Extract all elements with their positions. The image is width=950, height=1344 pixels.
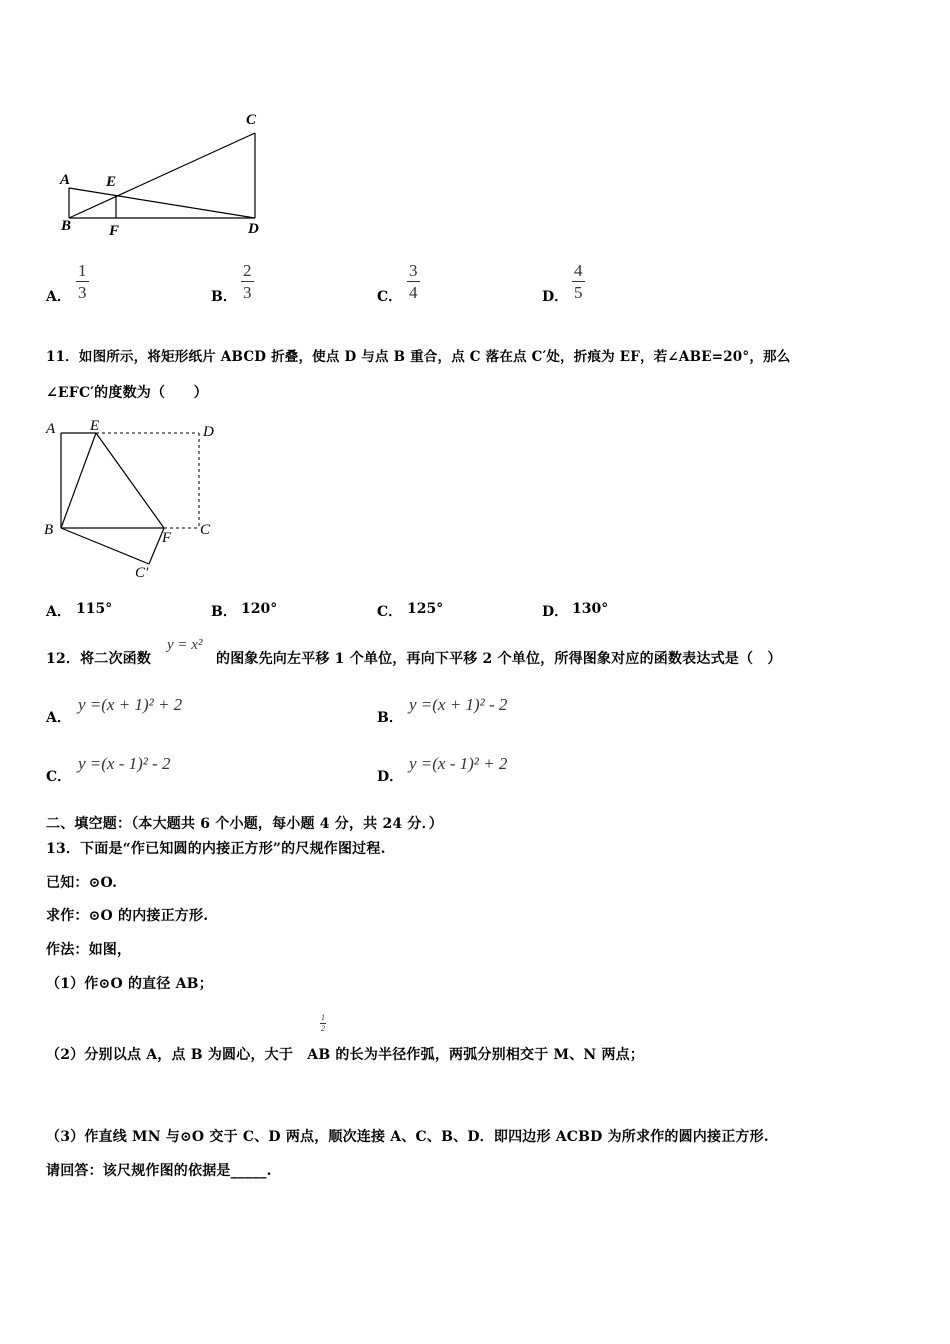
fig1-label-c: C bbox=[246, 112, 257, 128]
q12-formula: y = x² bbox=[167, 637, 203, 653]
option-value: 130° bbox=[572, 601, 609, 617]
fraction: 1 3 bbox=[78, 261, 87, 302]
edge-e-f bbox=[96, 433, 164, 528]
option-label: C． bbox=[377, 604, 403, 620]
fig2-label-c-prime: C′ bbox=[135, 565, 149, 581]
edge-b-e bbox=[61, 433, 96, 528]
q13-answer: 请回答：该尺规作图的依据是_____. bbox=[46, 1163, 272, 1179]
q13-method: 作法：如图， bbox=[46, 942, 132, 958]
option-label: D． bbox=[542, 289, 569, 305]
section-heading: 二、填空题：（本大题共 6 个小题，每小题 4 分，共 24 分．） bbox=[46, 816, 444, 832]
fig2-label-c: C bbox=[200, 522, 211, 538]
fig1-label-f: F bbox=[109, 223, 120, 239]
q13-step1: （1）作⊙O 的直径 AB； bbox=[46, 976, 213, 992]
fig1-label-e: E bbox=[106, 174, 117, 190]
fig2-label-a: A bbox=[46, 421, 56, 437]
edge-b-c-prime bbox=[61, 528, 149, 564]
option-label: B． bbox=[211, 289, 237, 305]
option-label: A． bbox=[46, 604, 71, 620]
fig1-label-b: B bbox=[61, 218, 72, 234]
fraction: 2 3 bbox=[243, 261, 252, 302]
option-label: B． bbox=[377, 710, 403, 726]
option-expr: y =(x + 1)² + 2 bbox=[78, 695, 183, 714]
line-b-c bbox=[69, 133, 255, 218]
option-value: 115° bbox=[76, 601, 113, 617]
option-label: A． bbox=[46, 710, 71, 726]
fig2-label-f: F bbox=[162, 530, 172, 546]
q13-required: 求作：⊙O 的内接正方形. bbox=[46, 908, 209, 924]
q11-text-line1: 11．如图所示，将矩形纸片 ABCD 折叠，使点 D 与点 B 重合，点 C 落在点 C′处，折痕为 EF，若∠ABE=20°，那么 bbox=[46, 349, 791, 365]
fig1-label-a: A bbox=[60, 172, 71, 188]
option-expr: y =(x - 1)² + 2 bbox=[409, 754, 508, 773]
fig2-label-b: B bbox=[44, 522, 54, 538]
option-expr: y =(x - 1)² - 2 bbox=[78, 754, 171, 773]
q11-text-line2: ∠EFC′的度数为（ ） bbox=[46, 385, 208, 401]
option-label: D． bbox=[542, 604, 569, 620]
figure-rectangle-fold bbox=[40, 415, 230, 585]
option-value: 125° bbox=[407, 601, 444, 617]
option-label: B． bbox=[211, 604, 237, 620]
line-a-d bbox=[69, 188, 255, 218]
q12-prefix: 12．将二次函数 bbox=[46, 651, 152, 667]
option-label: D． bbox=[377, 769, 404, 785]
fraction: 4 5 bbox=[574, 261, 583, 302]
option-label: C． bbox=[377, 289, 403, 305]
option-expr: y =(x + 1)² - 2 bbox=[409, 695, 508, 714]
step2-fraction: 1 2 bbox=[321, 1013, 325, 1033]
q12-suffix: 的图象先向左平移 1 个单位，再向下平移 2 个单位，所得图象对应的函数表达式是（ ） bbox=[216, 651, 782, 667]
fraction: 3 4 bbox=[409, 261, 418, 302]
option-value: 120° bbox=[241, 601, 278, 617]
fig1-label-d: D bbox=[248, 221, 259, 237]
q13-step2: （2）分别以点 A，点 B 为圆心，大于 AB 的长为半径作弧，两弧分别相交于 M、N 两点； bbox=[46, 1047, 645, 1063]
fig2-label-e: E bbox=[90, 418, 100, 434]
option-label: C． bbox=[46, 769, 72, 785]
option-label: A． bbox=[46, 289, 71, 305]
q13-step3: （3）作直线 MN 与⊙O 交于 C、D 两点，顺次连接 A、C、B、D．即四边形 ACBD 为所求作的圆内接正方形. bbox=[46, 1129, 769, 1145]
fig2-label-d: D bbox=[203, 424, 214, 440]
q13-text-line1: 13．下面是“作已知圆的内接正方形”的尺规作图过程. bbox=[46, 841, 386, 857]
q13-known: 已知：⊙O. bbox=[46, 875, 118, 891]
